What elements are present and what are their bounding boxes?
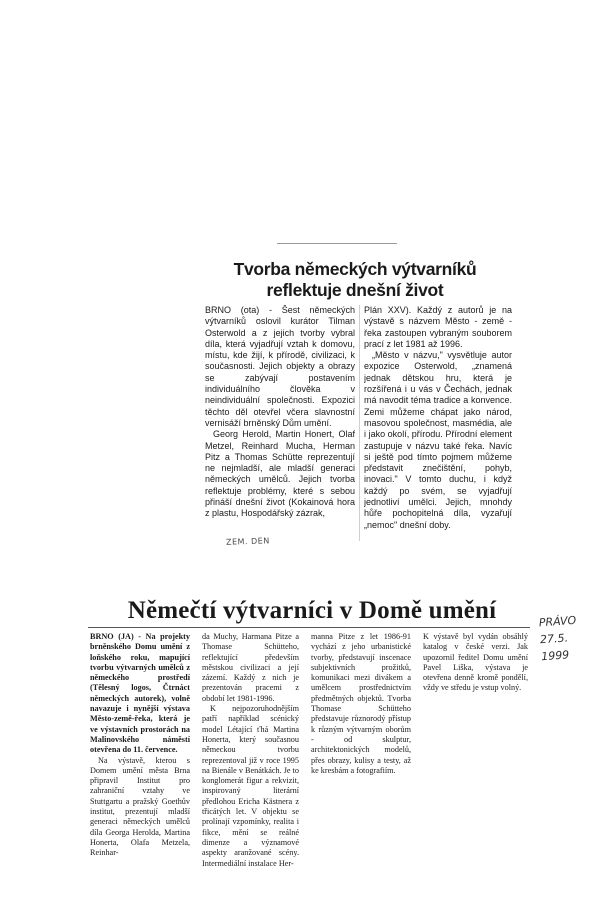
column-divider (359, 305, 360, 541)
article-1-paragraph: Georg Herold, Martin Honert, Olaf Metzel, Reinhard Mucha, Herman Pitz a Thomas Schütte reprezentují ne nejmladší, ale mladší generaci německých umělců. Jejich tvorba reflektuje problémy, které s sebou přináší dnešní život (Kokainová hora z plastu, Hospodářský zázrak, (205, 429, 355, 519)
article-2-paragraph: K výstavě byl vydán obsáhlý katalog v české verzi. Jak upozornil ředitel Domu umění Pavel Liška, výstava je otevřena denně kromě pondělí, vždy ve středu je vstup volný. (423, 632, 528, 693)
article-2-column-2 (202, 632, 299, 872)
handwritten-source-note: ZEM. DEN (225, 536, 270, 547)
note-line: PRÁVO (538, 613, 577, 630)
article-1-paragraph: BRNO (ota) - Šest německých výtvarníků oslovil kurátor Tilman Osterwold a z jejich tvorby vybral díla, která vyjadřují vztah k domovu, místu, kde žijí, k přírodě, civilizaci, k současnosti. Jejich objekty a obrazy se zabývají postavením individuálního člověka v neindividuální společnosti. Expozici těchto děl otevřel včera slavnostní vernisáží brněnský Dům umění. (205, 305, 355, 428)
headline-rule (88, 627, 530, 628)
article-2-column-4 (423, 632, 528, 872)
article-2-headline: Němečtí výtvarníci v Domě umění (127, 597, 497, 624)
article-2-lead-paragraph: BRNO (JA) - Na projekty brněnského Domu umění z loňského roku, mapující tvorbu výtvarných umělců z německého prostředí (Tělesný logos, Čtrnáct německých autorek), volně navazuje i nynější výstava Město-země-řeka, která je ve výstavních prostorách na Malinovského náměstí otevřena do 11. července. (90, 632, 190, 755)
article-2-column-1 (90, 632, 190, 872)
article-2-paragraph: K nejpozoruhodnějším patří například scénický model Létající ťhá Martina Honerta, který současnou německou tvorbu reprezentoval již v roce 1995 na Bienále v Benátkách. Je to konglomerát figur a rekvizit, inspirovaný literární předlohou Ericha Kästnera z třicátých let. V objektu se prolínají vzpomínky, realita i fikce, mění se reálné dimenze a významové aspekty aranžované scény. Intermediální instalace Her- (202, 704, 299, 868)
article-1-headline: Tvorba německých výtvarníků reflektuje dnešní život (233, 259, 477, 300)
note-line: 27.5. (539, 631, 569, 647)
article-2-column-3 (311, 632, 411, 872)
article-clipping-1 (197, 243, 512, 548)
note-line: 1999 (540, 648, 570, 664)
article-2-paragraph: da Muchy, Harmana Pitze a Thomase Schütteho, reflektující především městskou civilizaci a její zázemí. Každý z nich je prezentován pracemi z období let 1981-1996. (202, 632, 299, 703)
article-2-paragraph: Na výstavě, kterou s Domem umění města Brna připravil Institut pro zahraniční vztahy ve Stuttgartu a pražský Goethův institut, prezentují mladší generaci německých umělců díla Georga Herolda, Martina Honerta, Olafa Metzela, Reinhar- (90, 755, 190, 858)
article-1-column-2 (364, 305, 512, 543)
handwritten-date-note (538, 612, 579, 665)
article-1-column-1 (205, 305, 355, 543)
article-2-paragraph: manna Pitze z let 1986-91 vychází z jeho urbanistické tvorby, představují inscenace subjektivních prožitků, komunikaci mezi divákem a umělcem prostřednictvím předmětných objektů. Tvorba Thomase Schütteho představuje různorodý přístup k různým výtvarným oborům - od skulptur, architektonických modelů, přes obrazy, kulisy a testy, až ke kresbám a fotografiím. (311, 632, 411, 775)
article-clipping-2 (88, 590, 536, 890)
clipping-edge-line (277, 243, 397, 244)
article-1-paragraph: „Město v názvu," vysvětluje autor expozice Osterwold, „znamená jednak dětskou hru, která je rozšířená i u vás v Čechách, jednak má navodit téma tradice a konvence. Zemi můžeme chápat jako národ, masovou společnost, masmédia, ale i jako okolí, přírodu. Přírodní element zastupuje v názvu také řeka. Navíc si ještě pod tímto pojmem můžeme představit znečištění, pohyb, inovaci." V tomto duchu, i když každý po svém, se vyjadřují jednotliví umělci. Jejich, mnohdy hůře pochopitelná díla, vyzařují „nemoc" dnešní doby. (364, 350, 512, 530)
article-1-paragraph: Plán XXV). Každý z autorů je na výstavě s názvem Město - země - řeka zastoupen vybraným souborem prací z let 1981 až 1996. (364, 305, 512, 349)
